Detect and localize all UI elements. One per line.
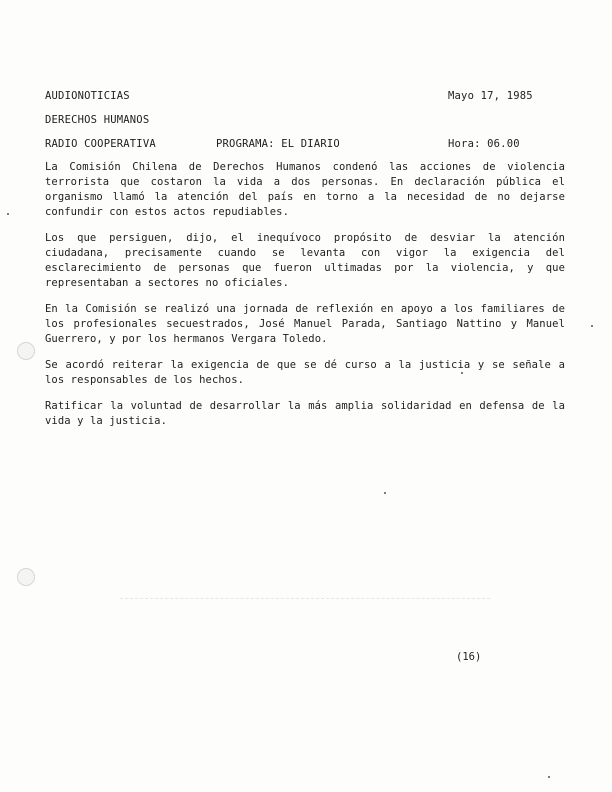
paper-speck <box>548 776 550 778</box>
broadcast-time: Hora: 06.00 <box>448 138 520 150</box>
paper-speck <box>384 492 386 494</box>
program-name: PROGRAMA: EL DIARIO <box>216 138 340 150</box>
faint-divider <box>120 598 490 599</box>
paper-speck <box>591 325 593 327</box>
radio-station: RADIO COOPERATIVA <box>45 138 156 150</box>
paragraph: En la Comisión se realizó una jornada de reflexión en apoyo a los familiares de los profesionales secuestrados, José Manuel Parada, Santiago Nattino y Manuel Guerrero, y por los hermanos Vergara Toledo. <box>45 303 565 345</box>
paragraph: Ratificar la voluntad de desarrollar la más amplia solidaridad en defensa de la vida y la justicia. <box>45 400 565 427</box>
broadcast-date: Mayo 17, 1985 <box>448 90 533 102</box>
topic-heading: DERECHOS HUMANOS <box>45 114 150 126</box>
paragraph: Se acordó reiterar la exigencia de que se dé curso a la justicia y se señale a los responsables de los hechos. <box>45 359 565 386</box>
paragraph: Los que persiguen, dijo, el inequívoco propósito de desviar la atención ciudadana, precisamente cuando se levanta con vigor la exigencia del esclarecimiento de personas que fueron ultimadas por la violencia, y que representaban a sectores no oficiales. <box>45 232 565 289</box>
paper-speck <box>461 372 463 374</box>
punch-hole-top <box>17 342 35 360</box>
page-number: (16) <box>456 651 482 663</box>
paragraph: La Comisión Chilena de Derechos Humanos condenó las acciones de violencia terrorista que costaron la vida a dos personas. En declaración pública el organismo llamó la atención del país en torno a la necesidad de no dejarse confundir con estos actos repudiables. <box>45 161 565 218</box>
document-body <box>45 160 565 440</box>
program-source: AUDIONOTICIAS <box>45 90 130 102</box>
punch-hole-bottom <box>17 568 35 586</box>
paper-speck <box>7 213 9 215</box>
